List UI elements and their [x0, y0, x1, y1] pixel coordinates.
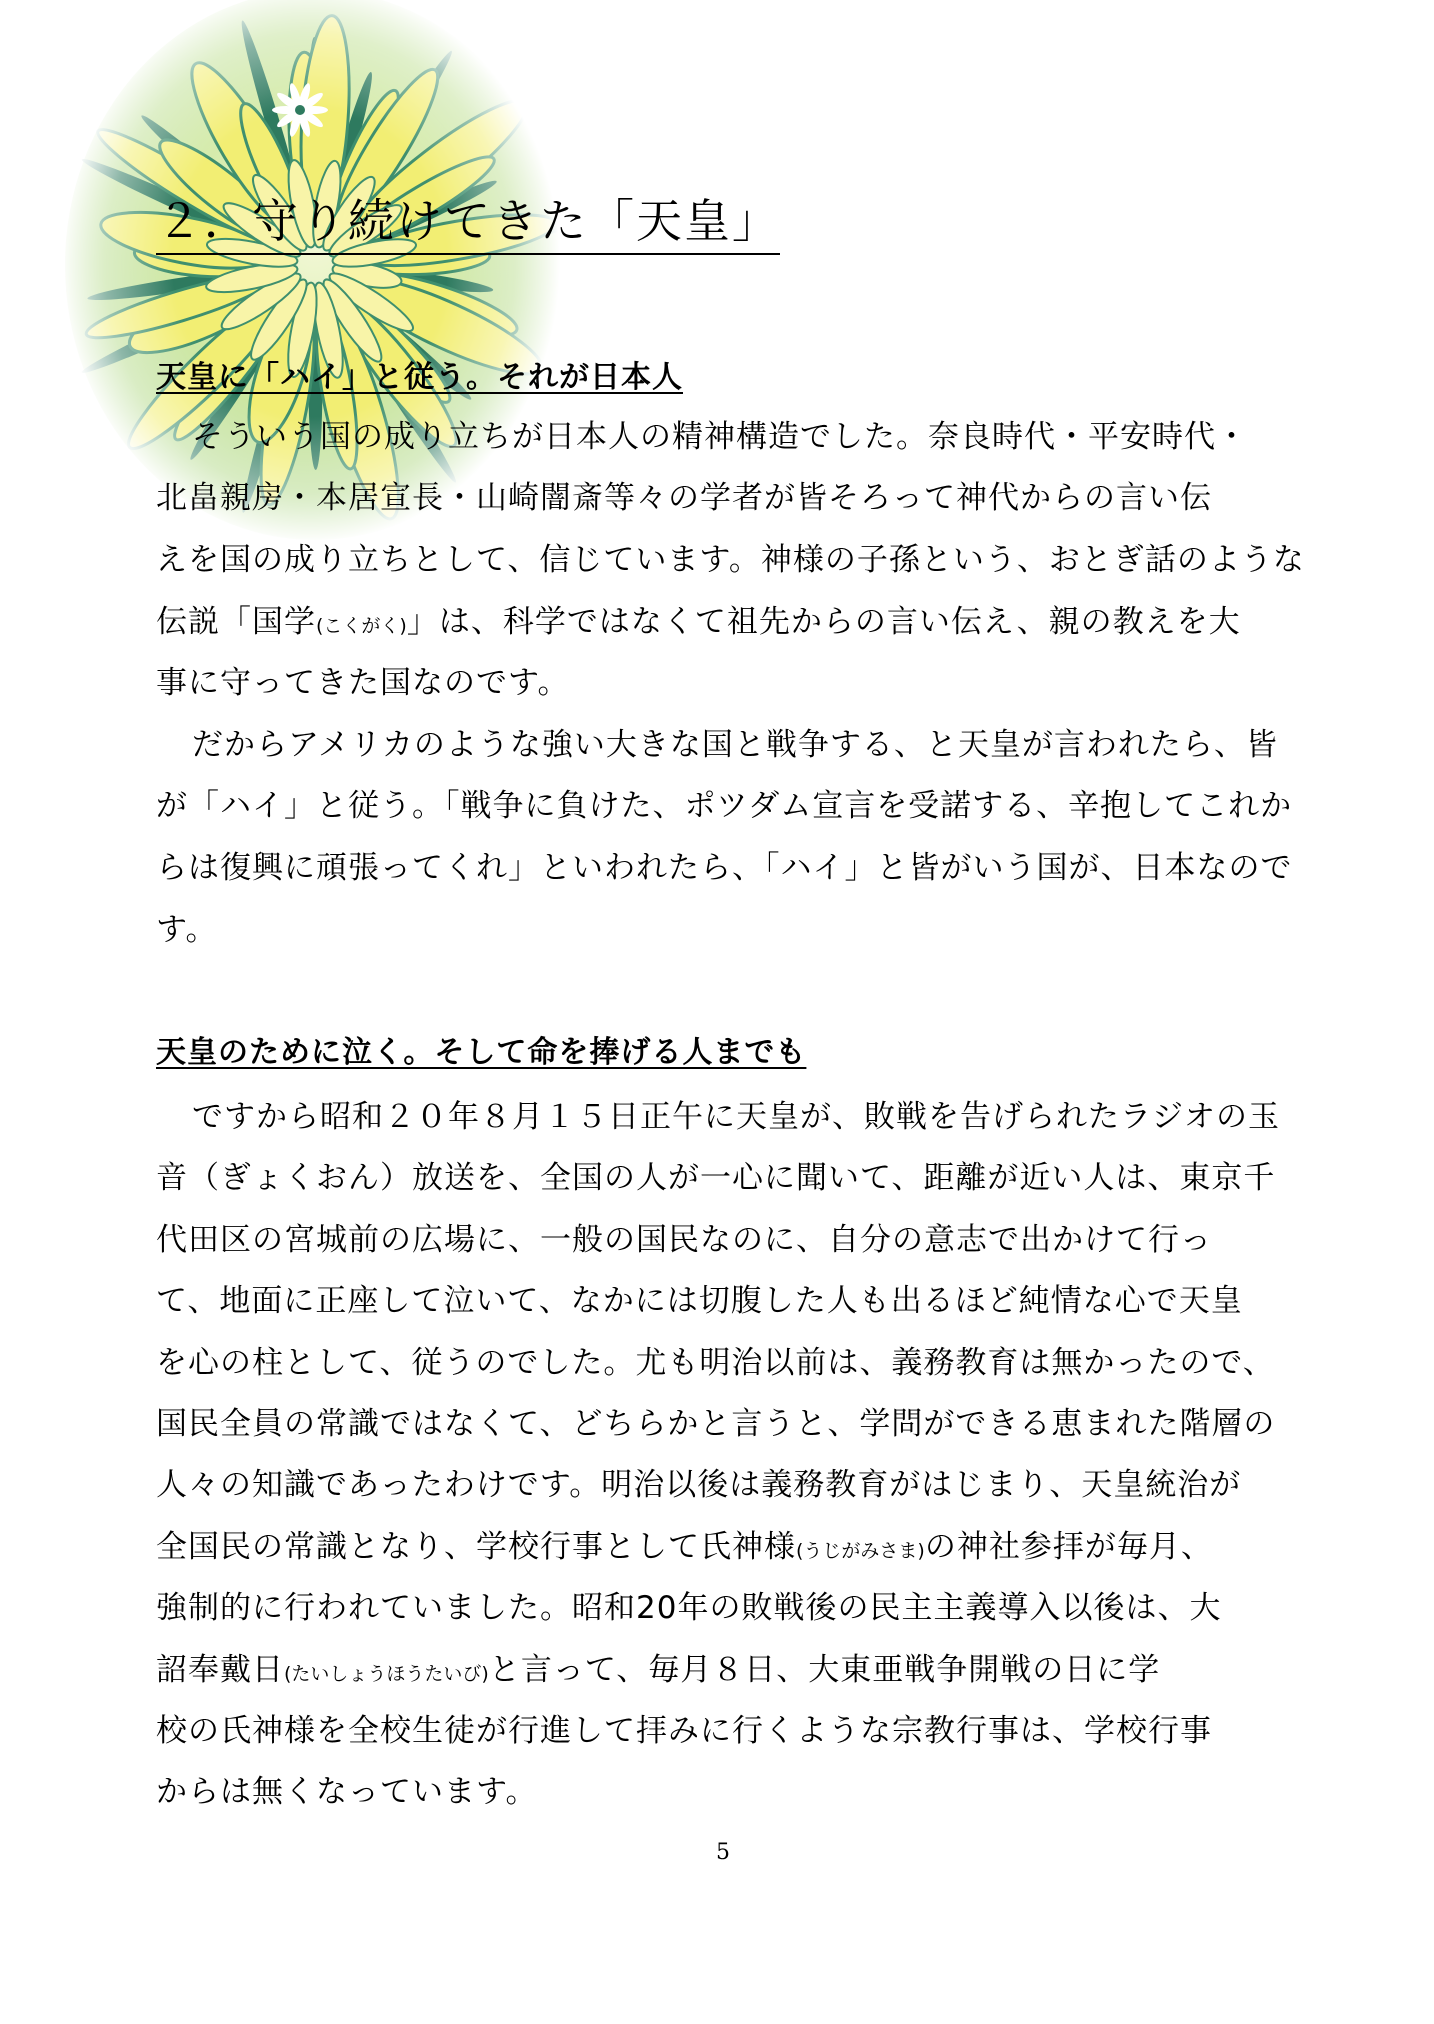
- body-line: [156, 848, 1293, 888]
- line-text: を心の柱として、従うのでした。尤も明治以前は、義務教育は無かったので、: [156, 1345, 1275, 1381]
- line-text: 」は、科学ではなくて祖先からの言い伝え、親の教えを大: [406, 604, 1241, 640]
- body-line: [156, 1281, 1243, 1321]
- line-text: 人々の知識であったわけです。明治以後は義務教育がはじまり、天皇統治が: [156, 1467, 1242, 1503]
- white-flower-center: [295, 105, 305, 115]
- line-text: 音（ぎょくおん）放送を、全国の人が一心に聞いて、距離が近い人は、東京千: [156, 1160, 1276, 1196]
- line-text: 伝説「国学: [156, 604, 316, 640]
- body-line: [156, 663, 570, 703]
- line-text: す。: [156, 912, 218, 948]
- page-title: ２．守り続けてきた「天皇」: [156, 193, 780, 255]
- reading-annotation: (たいしょうほうたいび): [284, 1663, 489, 1685]
- body-line: [156, 1465, 1241, 1505]
- line-text: と言って、毎月８日、大東亜戦争開戦の日に学: [488, 1652, 1161, 1688]
- chrysanthemum-icon: [60, 0, 560, 560]
- body-line: [156, 1772, 538, 1812]
- page-number: 5: [716, 1840, 730, 1865]
- body-line: [192, 725, 1278, 765]
- line-text: らは復興に頑張ってくれ」といわれたら、「ハイ」と皆がいう国が、日本なので: [156, 850, 1293, 886]
- body-line: [156, 602, 1241, 642]
- line-text: 代田区の宮城前の広場に、一般の国民なのに、自分の意志で出かけて行っ: [156, 1222, 1212, 1258]
- line-text: えを国の成り立ちとして、信じています。神様の子孫という、おとぎ話のような: [156, 542, 1305, 578]
- line-text: 強制的に行われていました。昭和20年の敗戦後の民主主義導入以後は、大: [156, 1590, 1222, 1626]
- line-text: 校の氏神様を全校生徒が行進して拝みに行くような宗教行事は、学校行事: [156, 1713, 1212, 1749]
- section-heading: 天皇のために泣く。そして命を捧げる人までも: [156, 1035, 807, 1070]
- body-line: [156, 1527, 1213, 1567]
- body-line: [156, 1650, 1160, 1690]
- line-text: 北畠親房・本居宣長・山崎闇斎等々の学者が皆そろって神代からの言い伝: [156, 480, 1212, 516]
- body-line: [156, 1404, 1275, 1444]
- line-text: 事に守ってきた国なのです。: [156, 665, 570, 701]
- line-text: だからアメリカのような強い大きな国と戦争する、と天皇が言われたら、皆: [192, 727, 1278, 763]
- body-line: [156, 786, 1292, 826]
- line-text: 国民全員の常識ではなくて、どちらかと言うと、学問ができる恵まれた階層の: [156, 1406, 1276, 1442]
- line-text: 詔奉戴日: [156, 1652, 284, 1688]
- body-line: [156, 478, 1212, 518]
- reading-annotation: (うじがみさま): [796, 1540, 925, 1562]
- line-text: 全国民の常識となり、学校行事として氏神様: [156, 1529, 796, 1565]
- body-line: [156, 1158, 1275, 1198]
- line-text: ですから昭和２０年８月１５日正午に天皇が、敗戦を告げられたラジオの玉: [192, 1099, 1280, 1135]
- section-heading: 天皇に「ハイ」と従う。それが日本人: [156, 360, 683, 395]
- line-text: そういう国の成り立ちが日本人の精神構造でした。奈良時代・平安時代・: [192, 419, 1248, 455]
- body-line: [156, 910, 218, 950]
- body-line: [156, 1220, 1212, 1260]
- body-line: [192, 417, 1248, 457]
- reading-annotation: (こくがく): [316, 615, 407, 637]
- line-text: て、地面に正座して泣いて、なかには切腹した人も出るほど純情な心で天皇: [156, 1283, 1243, 1319]
- chrysanthemum-illustration: [65, 0, 560, 540]
- body-line: [192, 1097, 1280, 1137]
- body-line: [156, 1588, 1221, 1628]
- body-line: [156, 1711, 1212, 1751]
- body-line: [156, 1343, 1275, 1383]
- line-text: の神社参拝が毎月、: [924, 1529, 1213, 1565]
- line-text: が「ハイ」と従う。「戦争に負けた、ポツダム宣言を受諾する、辛抱してこれか: [156, 788, 1293, 824]
- body-line: [156, 540, 1305, 580]
- line-text: からは無くなっています。: [156, 1774, 538, 1810]
